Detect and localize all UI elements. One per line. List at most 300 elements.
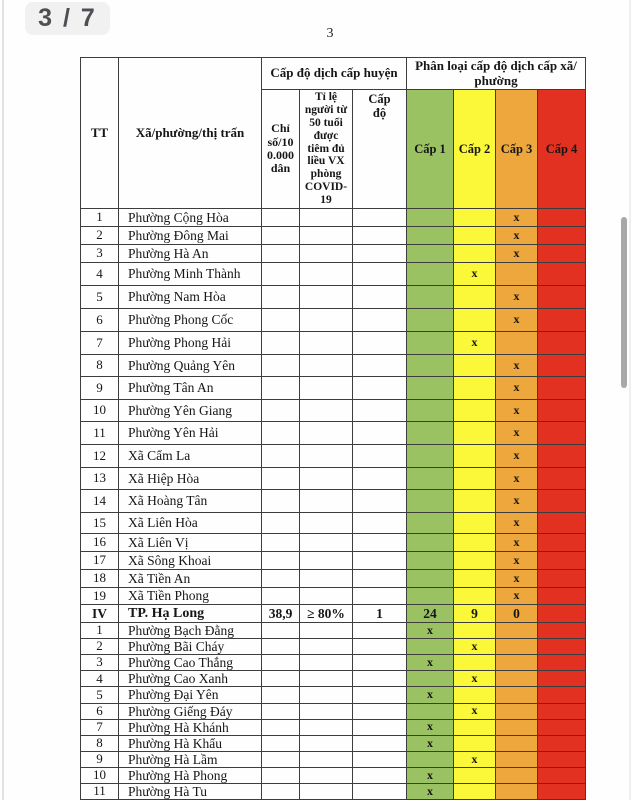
- ward-name-cell: Phường Hà Khánh: [119, 719, 262, 735]
- district-level-cell: [353, 421, 407, 444]
- level-1-cell: [407, 551, 454, 569]
- table-row: [81, 587, 586, 604]
- level-3-cell: [496, 784, 538, 800]
- vaccine-rate-cell: [300, 489, 353, 512]
- row-index-cell: 11: [81, 784, 119, 800]
- level-2-cell: [454, 226, 496, 244]
- row-index-cell: 8: [81, 735, 119, 751]
- index-value-cell: [262, 208, 300, 226]
- ward-name-cell: Phường Cao Thắng: [119, 655, 262, 671]
- row-index-cell: 9: [81, 751, 119, 767]
- table-row: [81, 569, 586, 587]
- level-1-cell: [407, 399, 454, 421]
- vaccine-rate-cell: [300, 512, 353, 533]
- row-index-cell: 12: [81, 444, 119, 467]
- index-value-cell: [262, 244, 300, 262]
- district-level-cell: [353, 569, 407, 587]
- level-2-cell: [454, 354, 496, 376]
- district-level-cell: [353, 639, 407, 655]
- level-4-cell: [538, 444, 586, 467]
- table-row: [81, 735, 586, 751]
- index-value-cell: [262, 512, 300, 533]
- level-1-cell: 24: [407, 604, 454, 622]
- index-value-cell: [262, 735, 300, 751]
- vaccine-rate-cell: [300, 421, 353, 444]
- index-value-cell: [262, 587, 300, 604]
- vaccine-rate-cell: [300, 687, 353, 703]
- index-value-cell: [262, 399, 300, 421]
- col-group-ward-level: Phân loại cấp độ dịch cấp xã/ phường: [407, 58, 586, 90]
- row-index-cell: 7: [81, 719, 119, 735]
- row-index-cell: 1: [81, 208, 119, 226]
- index-value-cell: [262, 751, 300, 767]
- level-4-cell: [538, 767, 586, 783]
- vaccine-rate-cell: [300, 622, 353, 638]
- vaccine-rate-cell: [300, 331, 353, 354]
- district-level-cell: [353, 622, 407, 638]
- row-index-cell: 18: [81, 569, 119, 587]
- level-1-cell: x: [407, 735, 454, 751]
- level-1-cell: x: [407, 687, 454, 703]
- level-4-cell: [538, 655, 586, 671]
- level-3-cell: [496, 262, 538, 285]
- row-index-cell: 3: [81, 244, 119, 262]
- level-4-cell: [538, 719, 586, 735]
- vaccine-rate-cell: [300, 767, 353, 783]
- vaccine-rate-cell: [300, 735, 353, 751]
- col-header-index-per-100k: Chỉ số/10 0.000 dân: [262, 90, 300, 209]
- level-2-cell: [454, 784, 496, 800]
- level-2-cell: [454, 735, 496, 751]
- level-3-cell: x: [496, 489, 538, 512]
- district-level-cell: [353, 354, 407, 376]
- col-group-district-level: Cấp độ dịch cấp huyện: [262, 58, 407, 90]
- level-3-cell: [496, 719, 538, 735]
- level-2-cell: [454, 208, 496, 226]
- level-2-cell: [454, 444, 496, 467]
- level-3-cell: [496, 655, 538, 671]
- table-row: [81, 533, 586, 551]
- level-4-cell: [538, 421, 586, 444]
- ward-name-cell: Xã Tiền An: [119, 569, 262, 587]
- level-3-cell: x: [496, 376, 538, 399]
- ward-name-cell: TP. Hạ Long: [119, 604, 262, 622]
- level-2-cell: x: [454, 703, 496, 719]
- ward-name-cell: Xã Liên Hòa: [119, 512, 262, 533]
- ward-name-cell: Xã Liên Vị: [119, 533, 262, 551]
- vaccine-rate-cell: [300, 208, 353, 226]
- ward-name-cell: Phường Giếng Đáy: [119, 703, 262, 719]
- level-4-cell: [538, 244, 586, 262]
- table-row: [81, 655, 586, 671]
- level-4-cell: [538, 735, 586, 751]
- ward-name-cell: Phường Yên Giang: [119, 399, 262, 421]
- vaccine-rate-cell: [300, 399, 353, 421]
- vaccine-rate-cell: [300, 751, 353, 767]
- level-3-cell: x: [496, 308, 538, 331]
- district-level-cell: [353, 308, 407, 331]
- row-index-cell: 13: [81, 467, 119, 489]
- table-row: [81, 512, 586, 533]
- index-value-cell: [262, 784, 300, 800]
- district-level-cell: [353, 244, 407, 262]
- level-1-cell: x: [407, 622, 454, 638]
- level-2-cell: [454, 533, 496, 551]
- summary-row: [81, 604, 586, 622]
- district-level-cell: [353, 551, 407, 569]
- level-3-cell: [496, 331, 538, 354]
- table-row: [81, 354, 586, 376]
- epidemic-level-table: [80, 57, 586, 800]
- vaccine-rate-cell: [300, 444, 353, 467]
- level-4-cell: [538, 622, 586, 638]
- index-value-cell: [262, 719, 300, 735]
- level-4-cell: [538, 587, 586, 604]
- vaccine-rate-cell: [300, 639, 353, 655]
- table-row: [81, 444, 586, 467]
- table-row: [81, 376, 586, 399]
- vaccine-rate-cell: [300, 262, 353, 285]
- level-4-cell: [538, 354, 586, 376]
- col-header-tt: TT: [81, 58, 119, 209]
- table-row: [81, 622, 586, 638]
- row-index-cell: 9: [81, 376, 119, 399]
- vaccine-rate-cell: [300, 551, 353, 569]
- table-body: [81, 208, 586, 799]
- ward-name-cell: Xã Tiền Phong: [119, 587, 262, 604]
- ward-name-cell: Phường Cộng Hòa: [119, 208, 262, 226]
- level-4-cell: [538, 751, 586, 767]
- page-indicator-badge: [25, 2, 110, 35]
- level-2-cell: [454, 467, 496, 489]
- row-index-cell: 5: [81, 687, 119, 703]
- vaccine-rate-cell: ≥ 80%: [300, 604, 353, 622]
- level-2-cell: [454, 244, 496, 262]
- table-row: [81, 208, 586, 226]
- district-level-cell: [353, 587, 407, 604]
- ward-name-cell: Phường Quảng Yên: [119, 354, 262, 376]
- level-1-cell: [407, 244, 454, 262]
- district-level-cell: [353, 533, 407, 551]
- level-3-cell: x: [496, 512, 538, 533]
- vaccine-rate-cell: [300, 533, 353, 551]
- index-value-cell: [262, 671, 300, 687]
- ward-name-cell: Phường Bạch Đằng: [119, 622, 262, 638]
- ward-name-cell: Phường Tân An: [119, 376, 262, 399]
- row-index-cell: 2: [81, 639, 119, 655]
- index-value-cell: [262, 655, 300, 671]
- level-3-cell: [496, 703, 538, 719]
- index-value-cell: [262, 489, 300, 512]
- district-level-cell: [353, 671, 407, 687]
- level-1-cell: [407, 671, 454, 687]
- vaccine-rate-cell: [300, 719, 353, 735]
- table-row: [81, 489, 586, 512]
- level-2-cell: [454, 622, 496, 638]
- level-2-cell: x: [454, 751, 496, 767]
- level-3-cell: x: [496, 285, 538, 308]
- index-value-cell: [262, 262, 300, 285]
- document-page-number: 3: [326, 26, 334, 41]
- level-1-cell: [407, 376, 454, 399]
- level-4-cell: [538, 512, 586, 533]
- vaccine-rate-cell: [300, 569, 353, 587]
- vaccine-rate-cell: [300, 226, 353, 244]
- index-value-cell: [262, 285, 300, 308]
- col-header-level-1: Cấp 1: [407, 90, 454, 209]
- vaccine-rate-cell: [300, 784, 353, 800]
- row-index-cell: 19: [81, 587, 119, 604]
- level-2-cell: x: [454, 262, 496, 285]
- district-level-cell: [353, 767, 407, 783]
- level-4-cell: [538, 569, 586, 587]
- level-1-cell: [407, 262, 454, 285]
- level-3-cell: x: [496, 208, 538, 226]
- level-1-cell: [407, 308, 454, 331]
- level-2-cell: 9: [454, 604, 496, 622]
- ward-name-cell: Phường Bãi Cháy: [119, 639, 262, 655]
- row-index-cell: IV: [81, 604, 119, 622]
- level-4-cell: [538, 331, 586, 354]
- ward-name-cell: Phường Hà Khẩu: [119, 735, 262, 751]
- table-row: [81, 308, 586, 331]
- vaccine-rate-cell: [300, 244, 353, 262]
- table-row: [81, 421, 586, 444]
- district-level-cell: [353, 208, 407, 226]
- district-level-cell: [353, 735, 407, 751]
- level-3-cell: x: [496, 533, 538, 551]
- level-1-cell: [407, 285, 454, 308]
- ward-name-cell: Phường Đông Mai: [119, 226, 262, 244]
- level-2-cell: [454, 551, 496, 569]
- index-value-cell: [262, 376, 300, 399]
- row-index-cell: 6: [81, 308, 119, 331]
- col-header-level-3: Cấp 3: [496, 90, 538, 209]
- ward-name-cell: Phường Hà Tu: [119, 784, 262, 800]
- district-level-cell: [353, 751, 407, 767]
- level-2-cell: [454, 587, 496, 604]
- level-3-cell: x: [496, 399, 538, 421]
- district-level-cell: [353, 512, 407, 533]
- level-3-cell: x: [496, 244, 538, 262]
- ward-name-cell: Phường Cao Xanh: [119, 671, 262, 687]
- index-value-cell: [262, 687, 300, 703]
- district-level-cell: [353, 399, 407, 421]
- level-1-cell: x: [407, 784, 454, 800]
- row-index-cell: 16: [81, 533, 119, 551]
- vaccine-rate-cell: [300, 354, 353, 376]
- level-1-cell: [407, 751, 454, 767]
- ward-name-cell: Phường Đại Yên: [119, 687, 262, 703]
- level-1-cell: [407, 331, 454, 354]
- district-level-cell: [353, 655, 407, 671]
- page-edge-left: [2, 0, 4, 800]
- ward-name-cell: Phường Hà An: [119, 244, 262, 262]
- table-row: [81, 399, 586, 421]
- row-index-cell: 10: [81, 399, 119, 421]
- level-4-cell: [538, 285, 586, 308]
- ward-name-cell: Phường Yên Hải: [119, 421, 262, 444]
- level-4-cell: [538, 262, 586, 285]
- level-4-cell: [538, 671, 586, 687]
- level-3-cell: [496, 687, 538, 703]
- level-3-cell: x: [496, 587, 538, 604]
- level-2-cell: x: [454, 671, 496, 687]
- level-3-cell: x: [496, 569, 538, 587]
- scrollbar-thumb[interactable]: [621, 217, 627, 388]
- row-index-cell: 11: [81, 421, 119, 444]
- level-3-cell: 0: [496, 604, 538, 622]
- district-level-cell: [353, 262, 407, 285]
- row-index-cell: 6: [81, 703, 119, 719]
- index-value-cell: 38,9: [262, 604, 300, 622]
- table-row: [81, 687, 586, 703]
- row-index-cell: 7: [81, 331, 119, 354]
- vaccine-rate-cell: [300, 655, 353, 671]
- vaccine-rate-cell: [300, 703, 353, 719]
- district-level-cell: [353, 467, 407, 489]
- district-level-cell: [353, 285, 407, 308]
- level-1-cell: [407, 421, 454, 444]
- district-level-cell: 1: [353, 604, 407, 622]
- table-row: [81, 244, 586, 262]
- col-header-vaccine-rate: Tỉ lệ người từ 50 tuổi được tiêm đủ liều VX phòng COVID-19: [300, 90, 353, 209]
- level-4-cell: [538, 551, 586, 569]
- district-level-cell: [353, 687, 407, 703]
- col-header-level-4: Cấp 4: [538, 90, 586, 209]
- vaccine-rate-cell: [300, 467, 353, 489]
- level-4-cell: [538, 467, 586, 489]
- level-2-cell: [454, 767, 496, 783]
- index-value-cell: [262, 551, 300, 569]
- vaccine-rate-cell: [300, 671, 353, 687]
- level-1-cell: x: [407, 719, 454, 735]
- ward-name-cell: Phường Nam Hòa: [119, 285, 262, 308]
- level-2-cell: [454, 399, 496, 421]
- district-level-cell: [353, 331, 407, 354]
- table-row: [81, 331, 586, 354]
- level-2-cell: [454, 421, 496, 444]
- ward-name-cell: Xã Sông Khoai: [119, 551, 262, 569]
- level-1-cell: x: [407, 655, 454, 671]
- level-1-cell: [407, 639, 454, 655]
- level-2-cell: [454, 376, 496, 399]
- table-row: [81, 639, 586, 655]
- level-2-cell: [454, 655, 496, 671]
- level-1-cell: [407, 533, 454, 551]
- index-value-cell: [262, 444, 300, 467]
- district-level-cell: [353, 703, 407, 719]
- level-2-cell: [454, 489, 496, 512]
- level-1-cell: [407, 569, 454, 587]
- level-2-cell: [454, 308, 496, 331]
- row-index-cell: 10: [81, 767, 119, 783]
- table-header: [81, 58, 586, 209]
- level-3-cell: [496, 751, 538, 767]
- level-2-cell: [454, 687, 496, 703]
- index-value-cell: [262, 703, 300, 719]
- vaccine-rate-cell: [300, 308, 353, 331]
- ward-name-cell: Phường Phong Cốc: [119, 308, 262, 331]
- ward-name-cell: Phường Hà Lầm: [119, 751, 262, 767]
- index-value-cell: [262, 354, 300, 376]
- ward-name-cell: Xã Hiệp Hòa: [119, 467, 262, 489]
- row-index-cell: 17: [81, 551, 119, 569]
- ward-name-cell: Phường Minh Thành: [119, 262, 262, 285]
- row-index-cell: 14: [81, 489, 119, 512]
- level-1-cell: x: [407, 767, 454, 783]
- table-row: [81, 262, 586, 285]
- index-value-cell: [262, 226, 300, 244]
- ward-name-cell: Phường Hà Phong: [119, 767, 262, 783]
- level-3-cell: x: [496, 421, 538, 444]
- page-edge-right: [629, 0, 631, 800]
- table-row: [81, 467, 586, 489]
- level-3-cell: x: [496, 226, 538, 244]
- table-row: [81, 784, 586, 800]
- level-3-cell: x: [496, 467, 538, 489]
- level-1-cell: [407, 208, 454, 226]
- index-value-cell: [262, 533, 300, 551]
- row-index-cell: 2: [81, 226, 119, 244]
- col-header-level-2: Cấp 2: [454, 90, 496, 209]
- table-row: [81, 671, 586, 687]
- index-value-cell: [262, 622, 300, 638]
- page-indicator-label: 3 / 7: [38, 4, 97, 32]
- level-4-cell: [538, 533, 586, 551]
- row-index-cell: 5: [81, 285, 119, 308]
- table-row: [81, 719, 586, 735]
- district-level-cell: [353, 784, 407, 800]
- level-2-cell: x: [454, 331, 496, 354]
- index-value-cell: [262, 421, 300, 444]
- table-row: [81, 767, 586, 783]
- level-3-cell: [496, 735, 538, 751]
- level-4-cell: [538, 308, 586, 331]
- row-index-cell: 8: [81, 354, 119, 376]
- index-value-cell: [262, 639, 300, 655]
- level-4-cell: [538, 226, 586, 244]
- level-2-cell: [454, 285, 496, 308]
- level-3-cell: [496, 671, 538, 687]
- level-4-cell: [538, 489, 586, 512]
- ward-name-cell: Phường Phong Hải: [119, 331, 262, 354]
- level-1-cell: [407, 512, 454, 533]
- district-level-cell: [353, 489, 407, 512]
- level-3-cell: [496, 767, 538, 783]
- level-1-cell: [407, 467, 454, 489]
- vaccine-rate-cell: [300, 587, 353, 604]
- level-1-cell: [407, 226, 454, 244]
- index-value-cell: [262, 331, 300, 354]
- level-2-cell: [454, 512, 496, 533]
- table-row: [81, 703, 586, 719]
- ward-name-cell: Xã Hoàng Tân: [119, 489, 262, 512]
- level-4-cell: [538, 687, 586, 703]
- district-level-cell: [353, 226, 407, 244]
- table-row: [81, 751, 586, 767]
- district-level-cell: [353, 444, 407, 467]
- level-4-cell: [538, 208, 586, 226]
- level-2-cell: x: [454, 639, 496, 655]
- col-header-level: Cấp độ: [353, 90, 407, 209]
- index-value-cell: [262, 767, 300, 783]
- col-header-name: Xã/phường/thị trấn: [119, 58, 262, 209]
- level-1-cell: [407, 489, 454, 512]
- level-1-cell: [407, 703, 454, 719]
- level-4-cell: [538, 376, 586, 399]
- level-3-cell: x: [496, 354, 538, 376]
